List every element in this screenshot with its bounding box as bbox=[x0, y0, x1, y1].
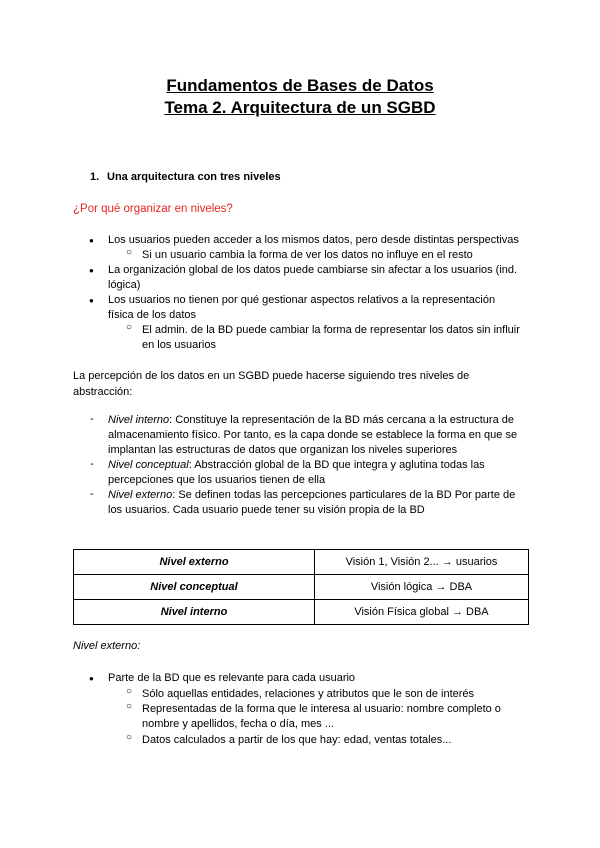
sub-bullet-item-cont: nombre y apellidos, fecha o día, mes ... bbox=[142, 718, 334, 730]
level-name: Nivel interno bbox=[108, 414, 170, 426]
level-item-cont: implantan las estructuras de datos que organizan los niveles superiores bbox=[108, 444, 458, 456]
table-cell-level: Nivel interno bbox=[74, 600, 315, 625]
section-heading-text: Una arquitectura con tres niveles bbox=[107, 171, 281, 183]
level-item bbox=[108, 458, 528, 473]
bullet-item: Los usuarios pueden acceder a los mismos datos, pero desde distintas perspectivas bbox=[108, 234, 519, 246]
sub-bullet-item: Si un usuario cambia la forma de ver los datos no influye en el resto bbox=[142, 249, 473, 261]
bullet-item-cont: lógica) bbox=[108, 279, 141, 291]
external-heading: Nivel externo: bbox=[73, 640, 141, 652]
dash-marker: - bbox=[90, 458, 94, 470]
section-number: 1. bbox=[90, 171, 100, 183]
level-item bbox=[108, 488, 528, 503]
sub-bullet-item: El admin. de la BD puede cambiar la forma de representar los datos sin influir bbox=[142, 324, 520, 336]
level-desc: : Constituye la representación de la BD más cercana a la estructura de bbox=[169, 414, 514, 426]
filled-circle-icon: ● bbox=[89, 266, 94, 275]
doc-subtitle: Tema 2. Arquitectura de un SGBD bbox=[164, 98, 436, 117]
bullet-item-cont: física de los datos bbox=[108, 309, 197, 321]
doc-title: Fundamentos de Bases de Datos bbox=[166, 76, 434, 95]
table-cell-desc: Visión 1, Visión 2... → usuarios bbox=[315, 550, 529, 575]
levels-table bbox=[73, 549, 529, 625]
table-row bbox=[74, 575, 529, 600]
table-row bbox=[74, 600, 529, 625]
filled-circle-icon: ● bbox=[89, 674, 94, 683]
bullet-item: La organización global de los datos puede cambiarse sin afectar a los usuarios (ind. bbox=[108, 264, 518, 276]
table-cell-level: Nivel externo bbox=[74, 550, 315, 575]
paragraph: La percepción de los datos en un SGBD puede hacerse siguiendo tres niveles de abstracción: bbox=[73, 370, 470, 398]
level-name: Nivel conceptual bbox=[108, 459, 189, 471]
question-heading: ¿Por qué organizar en niveles? bbox=[73, 203, 233, 215]
level-name: Nivel externo bbox=[108, 489, 173, 501]
section-heading bbox=[90, 171, 281, 183]
hollow-circle-icon: ○ bbox=[126, 686, 133, 697]
bullet-item: Parte de la BD que es relevante para cada usuario bbox=[108, 672, 356, 684]
sub-bullet-item-cont: en los usuarios bbox=[142, 339, 216, 351]
filled-circle-icon: ● bbox=[89, 236, 94, 245]
hollow-circle-icon: ○ bbox=[126, 701, 133, 712]
level-item-cont: percepciones que los usuarios tienen de ella bbox=[108, 474, 326, 486]
level-item bbox=[108, 413, 528, 428]
table-row bbox=[74, 550, 529, 575]
bullet-item: Los usuarios no tienen por qué gestionar aspectos relativos a la representación bbox=[108, 294, 496, 306]
table-cell-level: Nivel conceptual bbox=[74, 575, 315, 600]
table-cell-desc: Visión lógica → DBA bbox=[315, 575, 529, 600]
sub-bullet-item: Sólo aquellas entidades, relaciones y atributos que le son de interés bbox=[142, 688, 475, 700]
hollow-circle-icon: ○ bbox=[126, 732, 133, 743]
table-cell-desc: Visión Física global → DBA bbox=[315, 600, 529, 625]
dash-marker: - bbox=[90, 413, 94, 425]
filled-circle-icon: ● bbox=[89, 296, 94, 305]
level-item-cont: almacenamiento físico. Por tanto, es la capa donde se establece la forma en que se bbox=[108, 429, 518, 441]
level-desc: : Se definen todas las percepciones particulares de la BD Por parte de bbox=[172, 489, 516, 501]
dash-marker: - bbox=[90, 488, 94, 500]
level-item-cont: los usuarios. Cada usuario puede tener su visión propia de la BD bbox=[108, 504, 425, 516]
hollow-circle-icon: ○ bbox=[126, 247, 133, 258]
hollow-circle-icon: ○ bbox=[126, 322, 133, 333]
level-desc: : Abstracción global de la BD que integra y aglutina todas las bbox=[188, 459, 485, 471]
sub-bullet-item: Representadas de la forma que le interesa al usuario: nombre completo o bbox=[142, 703, 501, 715]
sub-bullet-item: Datos calculados a partir de los que hay: edad, ventas totales... bbox=[142, 734, 452, 746]
